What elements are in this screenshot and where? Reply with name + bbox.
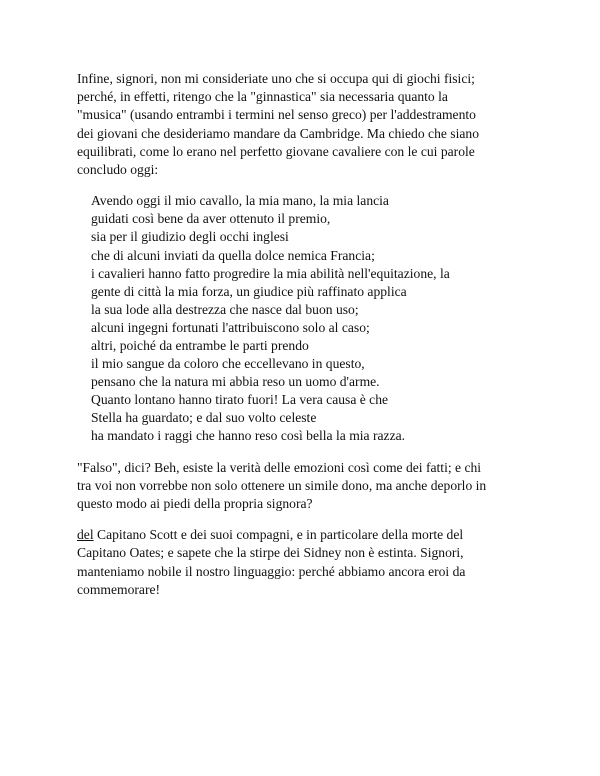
paragraph-capitano-scott bbox=[77, 526, 547, 599]
paragraph-falso: "Falso", dici? Beh, esiste la verità delle emozioni così come dei fatti; e chi tra voi non vorrebbe non solo ottenere un simile dono, ma anche deporlo in questo modo ai piedi della propria signora? bbox=[77, 459, 487, 511]
document-page bbox=[77, 70, 547, 599]
underlined-word: del bbox=[77, 527, 94, 543]
paragraph-intro: Infine, signori, non mi consideriate uno che si occupa qui di giochi fisici; perché, in effetti, ritengo che la "ginnastica" sia necessaria quanto la "musica" (usando entrambi i termini nel senso greco) per l'addestramento dei giovani che desideriamo mandare da Cambridge. Ma chiedo che siano equilibrati, come lo erano nel perfetto giovane cavaliere con le cui parole concludo oggi: bbox=[77, 71, 480, 178]
poem-quotation: Avendo oggi il mio cavallo, la mia mano, la mia lancia guidati così bene da aver ottenuto il premio, sia per il giudizio degli occhi inglesi che di alcuni inviati da quella dolce nemica Francia; i cavalieri hanno fatto progredire la mia abilità nell'equitazione, la gente di città la mia forza, un giudice più raffinato applica la sua lode alla destrezza che nasce dal buon uso; alcuni ingegni fortunati l'attribuiscono solo al caso; altri, poiché da entrambe le parti prendo il mio sangue da coloro che eccellevano in questo, pensano che la natura mi abbia reso un uomo d'arme. Quanto lontano hanno tirato fuori! La vera causa è che Stella ha guardato; e dal suo volto celeste ha mandato i raggi che hanno reso così bella la mia razza. bbox=[91, 193, 450, 444]
paragraph-capitano-scott-text: Capitano Scott e dei suoi compagni, e in particolare della morte del Capitano Oates; e sapete che la stirpe dei Sidney non è estinta. Signori, manteniamo nobile il nostro linguaggio: perché abbiamo ancora eroi da commemorare! bbox=[77, 527, 466, 597]
